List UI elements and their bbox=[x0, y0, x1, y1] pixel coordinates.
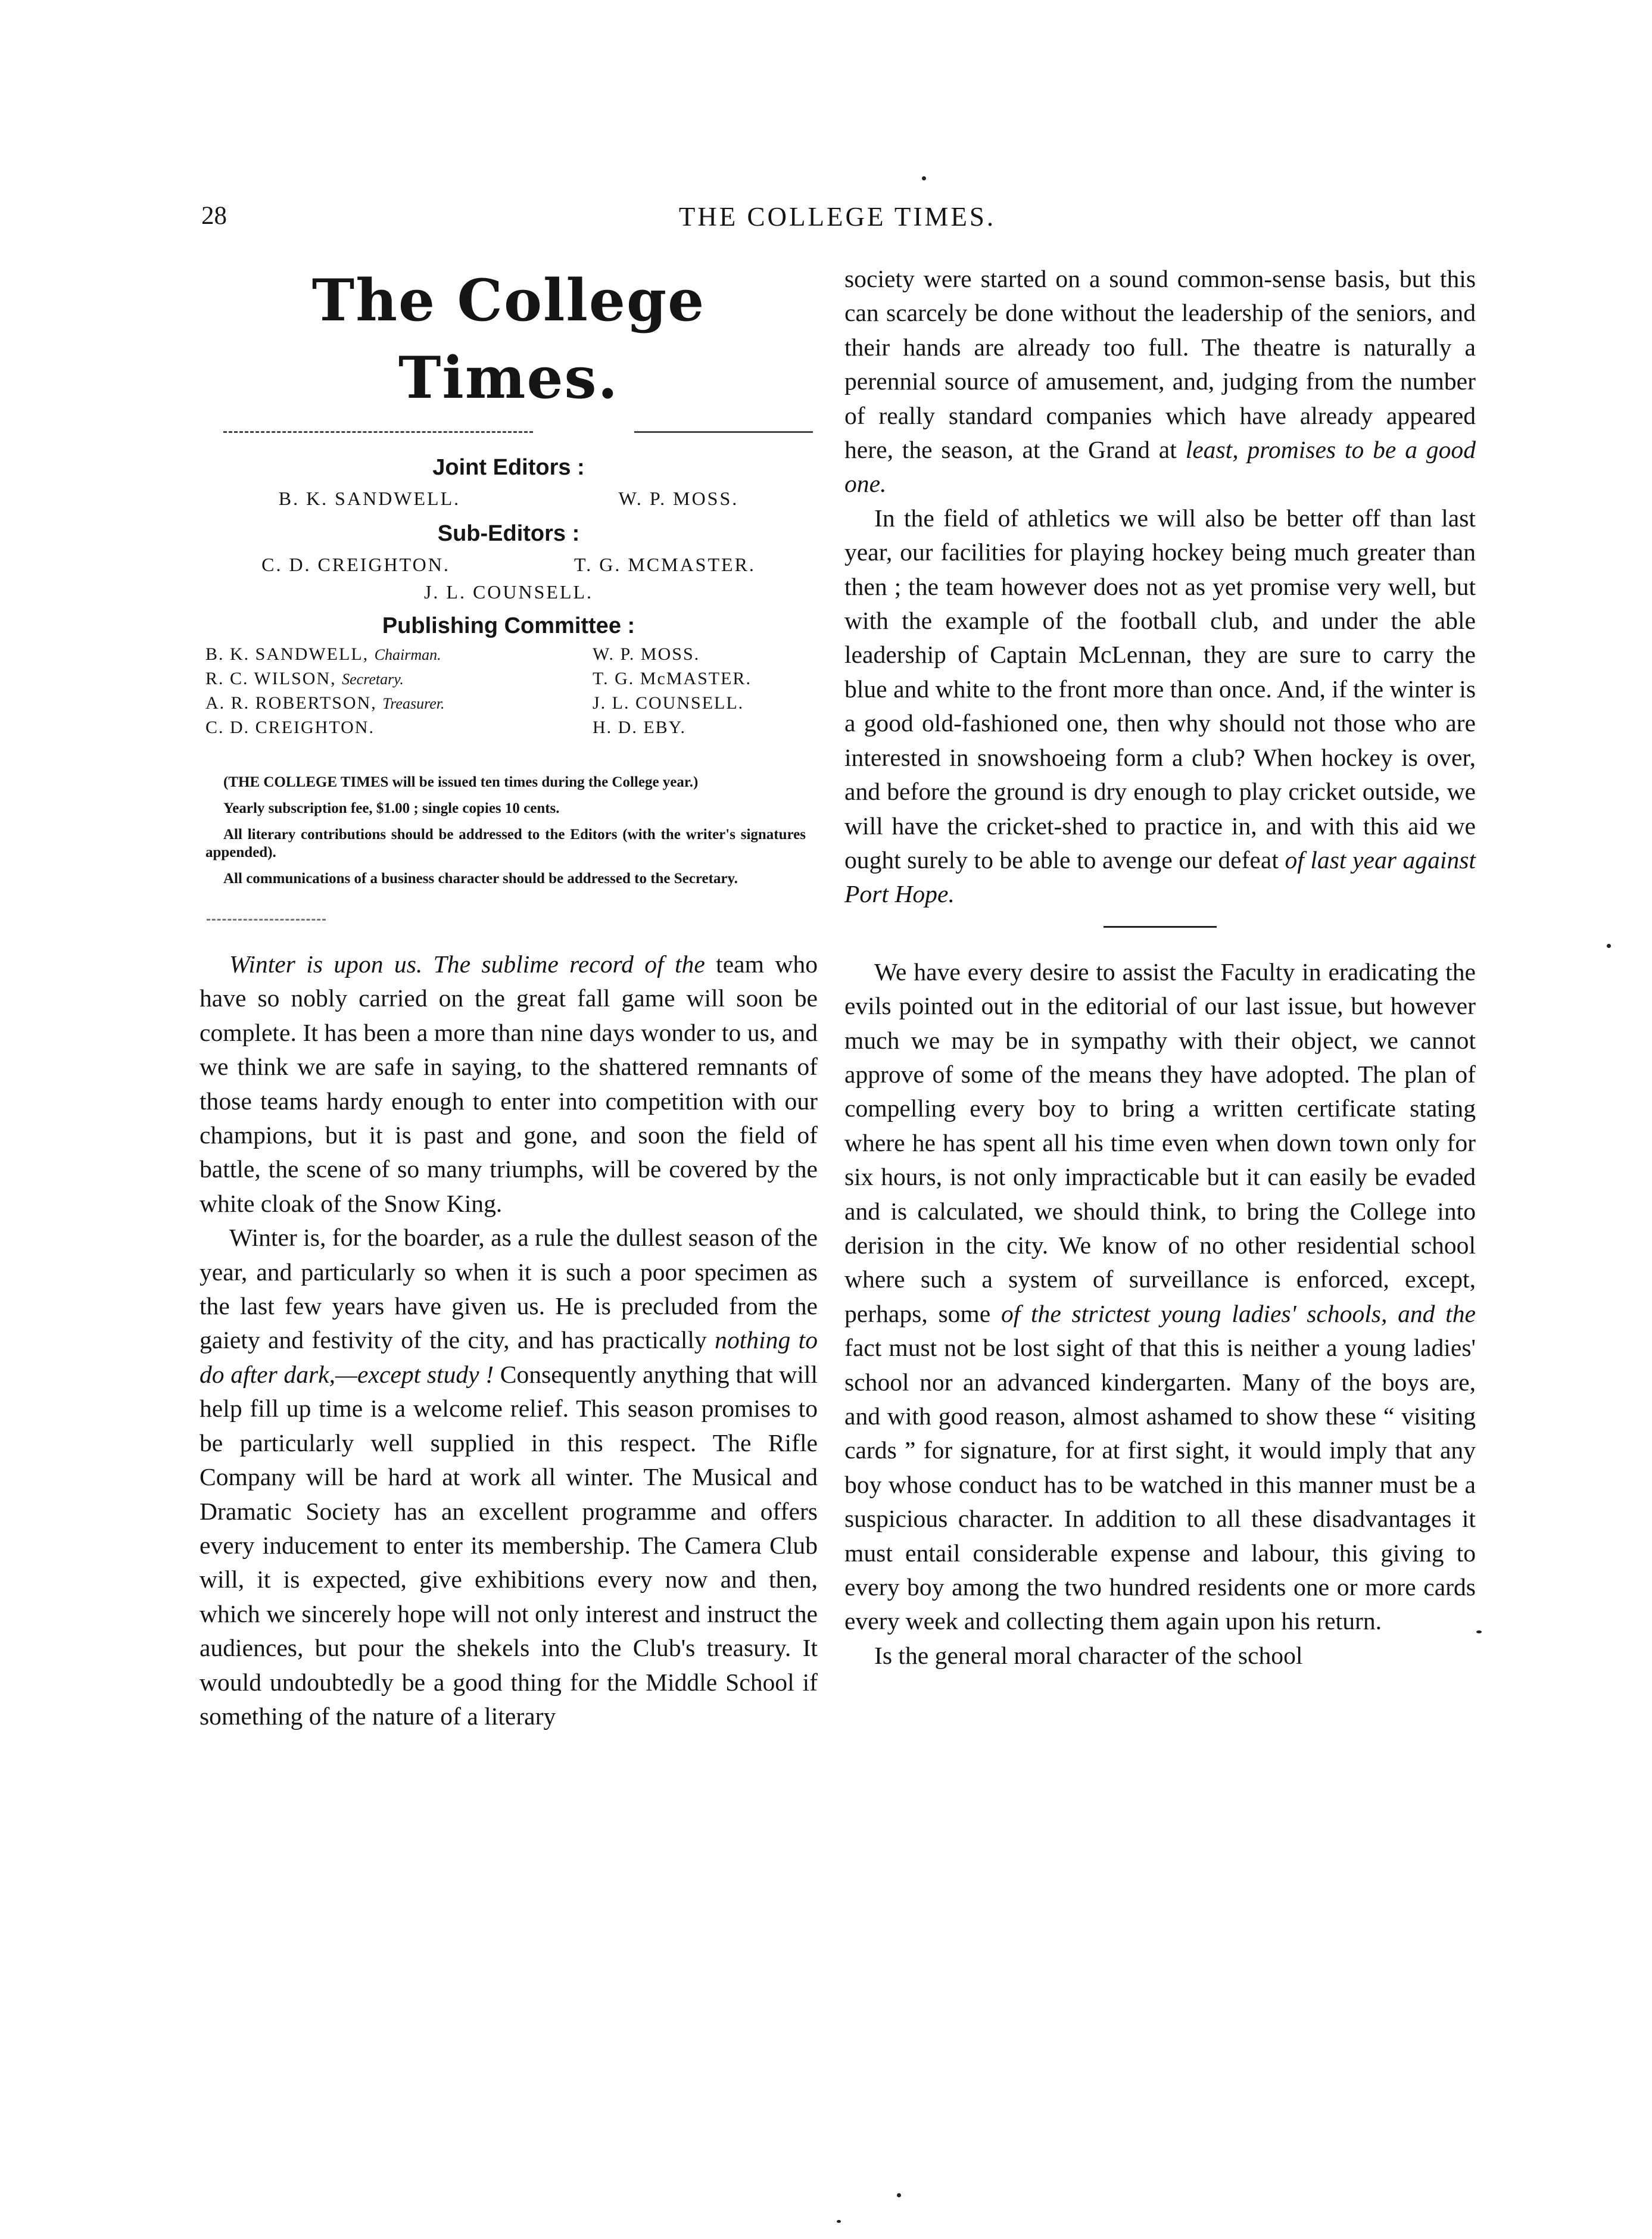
editor-name: B. K. SANDWELL. bbox=[278, 488, 461, 509]
sub-editor-extra: J. L. COUNSELL. bbox=[423, 581, 594, 603]
joint-editors-list bbox=[200, 484, 818, 513]
editor-name: C. D. CREIGHTON. bbox=[261, 554, 450, 575]
committee-member: J. L. COUNSELL. bbox=[593, 693, 744, 713]
section-divider bbox=[200, 912, 818, 930]
notice: All literary contributions should be addressed to the Editors (with the writer's signatures appended). bbox=[205, 827, 806, 860]
paragraph: Winter is upon us. The sublime record of the team who have so nobly carried on the great fall game will soon be complete. It has been a more than nine days wonder to us, and we think we are safe in saying, to the shattered remnants of those teams hardy enough to enter into competition with our champions, but it is past and gone, and soon the field of battle, the scene of so many triumphs, will be covered by the white cloak of the Snow King. bbox=[200, 950, 818, 1217]
joint-editors-heading: Joint Editors : bbox=[432, 455, 585, 480]
scan-speck bbox=[922, 176, 926, 180]
left-article bbox=[200, 947, 818, 1733]
committee-member: T. G. McMASTER. bbox=[593, 669, 752, 688]
paragraph: We have every desire to assist the Faculty in eradicating the evils pointed out in the editorial of our last issue, but however much we may be in sympathy with their object, we cannot approve of some of the means they have adopted. The plan of compelling every boy to bring a written certificate stating where he has spent all his time even when down town only for six hours, is not only impracticable but it can easily be evaded and is calculated, we should think, to bring the College into derision in the city. We know of no other residential school where such a system of surveillance is enforced, except, perhaps, some of the strictest young ladies' schools, and the fact must not be lost sight of that this is neither a young ladies' school nor an advanced kindergarten. Many of the boys are, and with good reason, almost ashamed to show these “ visiting cards ” for signature, for at first sight, it would imply that any boy whose conduct has to be watched in this manner must be a suspicious character. In addition to all these disadvantages it must entail considerable expense and labour, this giving to every boy among the two hundred residents one or more cards every week and collecting them again upon his return. bbox=[844, 958, 1476, 1635]
scan-speck bbox=[1607, 944, 1611, 948]
sub-editors-list bbox=[200, 550, 818, 579]
scan-speck bbox=[1476, 1630, 1482, 1633]
sub-editors-heading: Sub-Editors : bbox=[437, 521, 580, 546]
committee-heading: Publishing Committee : bbox=[382, 613, 635, 638]
masthead-divider bbox=[200, 417, 818, 447]
paragraph: Winter is, for the boarder, as a rule the dullest season of the year, and particularly so when it is such a poor specimen as the last few years have given us. He is precluded from the gaiety and festivity of the city, and has practically nothing to do after dark,—except study ! Consequently anything that will help fill up time is a welcome relief. This season promises to be particularly well supplied in this respect. The Rifle Company will be hard at work all winter. The Musical and Dramatic Society has an excellent programme and offers every inducement to enter its membership. The Camera Club will, it is expected, give exhibitions every now and then, which we sincerely hope will not only interest and instruct the audiences, but pour the shekels into the Club's treasury. It would undoubtedly be a good thing for the Middle School if something of the nature of a literary bbox=[200, 1224, 818, 1730]
notice: Yearly subscription fee, $1.00 ; single copies 10 cents. bbox=[223, 800, 560, 816]
editor-name: W. P. MOSS. bbox=[618, 488, 739, 509]
right-article bbox=[844, 262, 1476, 1673]
right-column bbox=[844, 262, 1476, 1673]
notice: (THE COLLEGE TIMES will be issued ten times during the College year.) bbox=[223, 774, 699, 790]
editor-name: T. G. MCMASTER. bbox=[574, 554, 756, 575]
publication-notices bbox=[205, 774, 806, 888]
committee-member: W. P. MOSS. bbox=[593, 644, 700, 664]
running-title: THE COLLEGE TIMES. bbox=[678, 202, 996, 232]
committee-list bbox=[205, 643, 818, 740]
committee-member: R. C. WILSON, Secretary. bbox=[205, 669, 404, 688]
page-number: 28 bbox=[201, 202, 227, 230]
paragraph: society were started on a sound common-sense basis, but this can scarcely be done without the leadership of the seniors, and their hands are already too full. The theatre is naturally a perennial source of amusement, and, judging from the number of really standard companies which have already appeared here, the season, at the Grand at least, promises to be a good one. bbox=[844, 265, 1476, 498]
masthead-title: The College Times. bbox=[311, 267, 706, 411]
page-header bbox=[201, 201, 1473, 237]
paragraph: In the field of athletics we will also be better off than last year, our facilities for playing hockey being much greater than then ; the team however does not as yet promise very well, but with the example of the football club, and under the able leadership of Captain McLennan, they are sure to carry the blue and white to the front more than once. And, if the winter is a good old-fashioned one, then why should not those who are interested in snowshoeing form a club? When hockey is over, and before the ground is dry enough to play cricket outside, we will have the cricket-shed to practice in, and with this aid we ought surely to be able to avenge our defeat of last year against Port Hope. bbox=[844, 504, 1476, 908]
left-column bbox=[200, 262, 818, 1733]
paragraph: Is the general moral character of the school bbox=[874, 1641, 1303, 1669]
committee-member: C. D. CREIGHTON. bbox=[205, 718, 375, 737]
committee-member: B. K. SANDWELL, Chairman. bbox=[205, 644, 441, 664]
notice: All communications of a business character should be addressed to the Secretary. bbox=[223, 871, 738, 887]
committee-member: A. R. ROBERTSON, Treasurer. bbox=[205, 693, 445, 713]
scan-speck bbox=[897, 2193, 901, 2197]
section-divider bbox=[1104, 926, 1217, 928]
committee-member: H. D. EBY. bbox=[593, 718, 686, 737]
scan-speck bbox=[837, 2220, 841, 2223]
